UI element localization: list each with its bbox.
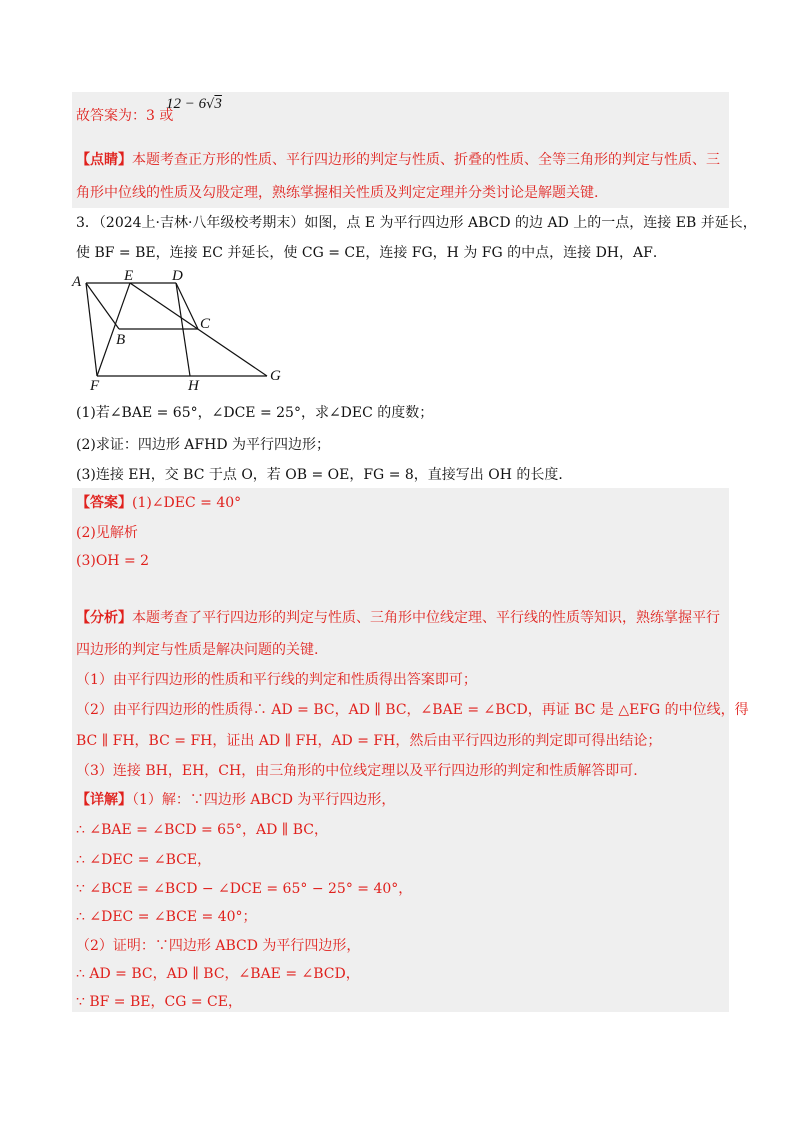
analysis-line-5: BC ∥ FH，BC = FH，证出 AD ∥ FH，AD = FH，然后由平行四边形的判定即可得出结论；: [76, 733, 662, 749]
question-2: (2)求证：四边形 AFHD 为平行四边形；: [76, 437, 330, 453]
answer-2: (2)见解析: [76, 525, 138, 541]
label-e: E: [124, 268, 134, 284]
answer-line-prev: [76, 106, 173, 126]
label-g: G: [270, 368, 281, 384]
answer-prefix: 故答案为：3 或: [76, 108, 174, 124]
detail-line-7: ∴ AD = BC，AD ∥ BC，∠BAE = ∠BCD，: [76, 966, 360, 982]
label-d: D: [172, 268, 183, 284]
detail-line-2: ∴ ∠BAE = ∠BCD = 65°，AD ∥ BC，: [76, 822, 328, 838]
detail-line-4: ∵ ∠BCE = ∠BCD − ∠DCE = 65° − 25° = 40°，: [76, 881, 413, 897]
detail-tag: 【详解】: [76, 792, 132, 808]
answer-expr-a: 12 − 6: [166, 96, 207, 112]
question-3: (3)连接 EH，交 BC 于点 O，若 OB = OE，FG = 8，直接写出 OH 的长度．: [76, 467, 573, 483]
detail-line-1: [76, 790, 395, 810]
answer-1: (1)∠DEC = 40°: [132, 495, 242, 511]
analysis-line-1: [76, 608, 720, 628]
answer-line-1: [76, 493, 241, 513]
question-1: (1)若∠BAE = 65°，∠DCE = 25°，求∠DEC 的度数；: [76, 405, 434, 421]
analysis-text-1: 本题考查了平行四边形的判定与性质、三角形中位线定理、平行线的性质等知识，熟练掌握平行: [132, 610, 720, 626]
analysis-line-2: 四边形的判定与性质是解决问题的关键.: [76, 642, 319, 658]
label-f: F: [90, 378, 100, 394]
detail-text-1: （1）解：∵四边形 ABCD 为平行四边形，: [132, 792, 396, 808]
dianjing-tag: 【点睛】: [76, 152, 132, 168]
problem-line-1: 3．（2024上·吉林·八年级校考期末）如图，点 E 为平行四边形 ABCD 的边 AD 上的一点，连接 EB 并延长，: [76, 215, 757, 231]
answer-expr-b: 3: [214, 96, 222, 112]
answer-tag: 【答案】: [76, 495, 132, 511]
answer-3: (3)OH = 2: [76, 553, 150, 569]
label-h: H: [188, 378, 199, 394]
dianjing-text-1: 本题考查正方形的性质、平行四边形的判定与性质、折叠的性质、全等三角形的判定与性质、三: [132, 152, 720, 168]
geometry-figure: [64, 266, 294, 396]
analysis-tag: 【分析】: [76, 610, 132, 626]
detail-line-8: ∵ BF = BE，CG = CE，: [76, 994, 242, 1010]
detail-line-3: ∴ ∠DEC = ∠BCE，: [76, 852, 212, 868]
dianjing-text-2: 角形中位线的性质及勾股定理，熟练掌握相关性质及判定定理并分类讨论是解题关键.: [76, 185, 599, 201]
analysis-line-6: （3）连接 BH，EH，CH，由三角形的中位线定理以及平行四边形的判定和性质解答即可.: [76, 763, 638, 779]
dianjing-line-2: [76, 183, 598, 203]
detail-line-5: ∴ ∠DEC = ∠BCE = 40°；: [76, 909, 257, 925]
analysis-line-4: （2）由平行四边形的性质得∴ AD = BC，AD ∥ BC，∠BAE = ∠BCD，再证 BC 是 △EFG 的中位线，得: [76, 702, 749, 718]
label-c: C: [200, 316, 211, 332]
label-a: A: [72, 274, 82, 290]
sqrt-icon: √: [206, 97, 215, 112]
problem-line-2: 使 BF = BE，连接 EC 并延长，使 CG = CE，连接 FG，H 为 FG 的中点，连接 DH，AF．: [76, 245, 667, 261]
dianjing-line-1: [76, 150, 720, 170]
answer-expression: [166, 96, 222, 113]
analysis-line-3: （1）由平行四边形的性质和平行线的判定和性质得出答案即可；: [76, 672, 477, 688]
label-b: B: [116, 332, 126, 348]
detail-line-6: （2）证明：∵四边形 ABCD 为平行四边形，: [76, 938, 361, 954]
